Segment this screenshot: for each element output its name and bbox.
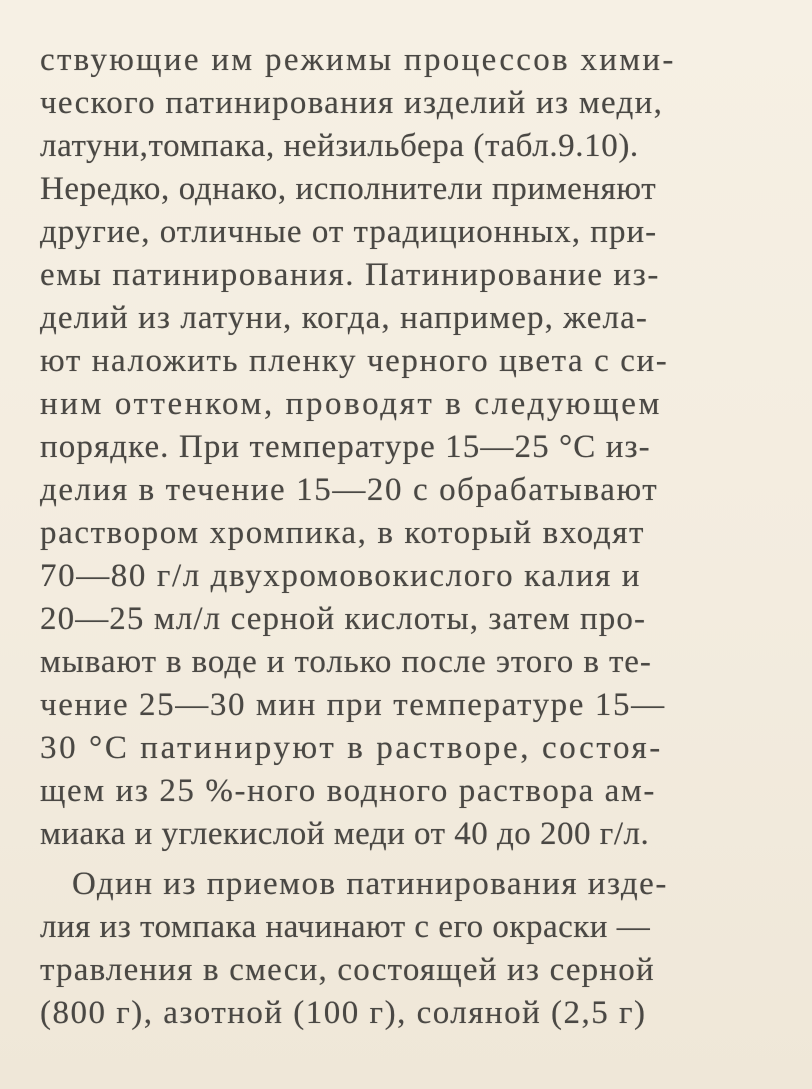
text-line: ним оттенком, проводят в следующем — [40, 386, 662, 422]
text-line: щем из 25 %-ного водного раствора ам- — [40, 773, 656, 809]
text-line: мывают в воде и только после этого в те- — [40, 644, 652, 680]
text-line: 30 °С патинируют в растворе, состоя- — [40, 730, 663, 766]
text-line: чение 25—30 мин при температуре 15— — [40, 687, 666, 723]
text-line: делия в течение 15—20 с обрабатывают — [40, 472, 659, 508]
text-line: делий из латуни, когда, например, жела- — [40, 300, 648, 336]
text-line: емы патинирования. Патинирование из- — [40, 257, 660, 293]
text-line: Нередко, однако, исполнители применяют — [40, 171, 657, 207]
text-line: 20—25 мл/л серной кислоты, затем про- — [40, 601, 647, 637]
text-line: латуни,томпака, нейзильбера (табл.9.10). — [40, 128, 639, 164]
text-line: миака и углекислой меди от 40 до 200 г/л. — [40, 816, 650, 852]
text-line: другие, отличные от традиционных, при- — [40, 214, 658, 250]
text-line: лия из томпака начинают с его окраски — — [40, 909, 651, 945]
text-line: ческого патинирования изделий из меди, — [40, 85, 664, 121]
text-line: ют наложить пленку черного цвета с си- — [40, 343, 669, 379]
text-line: раствором хромпика, в который входят — [40, 515, 646, 551]
text-line: 70—80 г/л двухромовокислого калия и — [40, 558, 641, 594]
text-line: ствующие им режимы процессов хими- — [40, 42, 676, 78]
text-line: травления в смеси, состоящей из серной — [40, 952, 655, 988]
text-line: (800 г), азотной (100 г), соляной (2,5 г) — [40, 995, 647, 1031]
text-line: порядке. При температуре 15—25 °С из- — [40, 429, 651, 465]
text-line: Один из приемов патинирования изде- — [72, 866, 668, 902]
